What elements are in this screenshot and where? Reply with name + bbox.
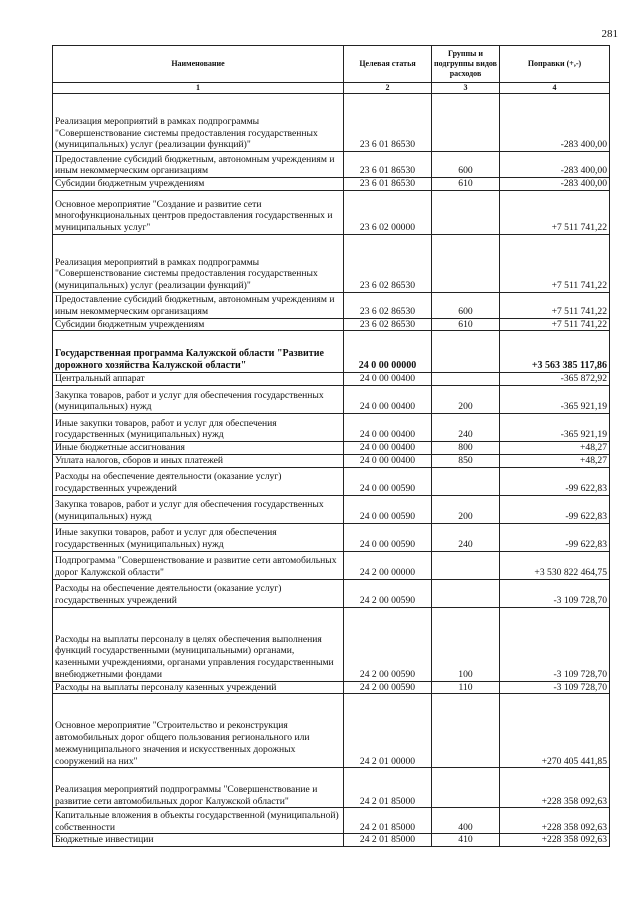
row-amendment: -283 400,00 [500,152,610,178]
row-target-article: 24 2 00 00590 [344,607,432,681]
row-expense-group [432,94,500,152]
row-amendment: -3 109 728,70 [500,607,610,681]
row-amendment: -3 109 728,70 [500,681,610,694]
row-amendment: -99 622,83 [500,523,610,551]
row-target-article: 24 2 01 85000 [344,808,432,834]
row-expense-group: 110 [432,681,500,694]
row-amendment: -365 921,19 [500,386,610,414]
row-expense-group [432,467,500,495]
row-expense-group [432,579,500,607]
header-expense-groups: Группы и подгруппы видов расходов [432,46,500,83]
row-amendment: +3 563 385 117,86 [500,331,610,373]
column-number: 3 [432,83,500,94]
table-row [53,694,610,768]
page-number: 281 [601,28,618,40]
row-expense-group: 850 [432,454,500,467]
row-amendment: +7 511 741,22 [500,318,610,331]
row-name: Расходы на обеспечение деятельности (оказание услуг) государственных учреждений [53,467,344,495]
row-target-article: 24 0 00 00400 [344,414,432,442]
row-name: Реализация мероприятий подпрограммы "Совершенствование и развитие сети автомобильных дорог Калужской области" [53,768,344,808]
row-target-article: 24 2 00 00000 [344,551,432,579]
row-target-article: 24 0 00 00400 [344,442,432,455]
row-name: Центральный аппарат [53,373,344,386]
row-target-article: 23 6 01 86530 [344,94,432,152]
table-row [53,442,610,455]
row-expense-group: 200 [432,386,500,414]
table-row [53,292,610,318]
row-amendment: -365 872,92 [500,373,610,386]
table-row [53,768,610,808]
header-name: Наименование [53,46,344,83]
table-row [53,414,610,442]
table-row [53,386,610,414]
table-row [53,551,610,579]
row-name: Закупка товаров, работ и услуг для обеспечения государственных (муниципальных) нужд [53,495,344,523]
row-name: Предоставление субсидий бюджетным, автономным учреждениям и иным некоммерческим организациям [53,292,344,318]
table-row [53,834,610,847]
row-target-article: 24 2 01 85000 [344,768,432,808]
row-expense-group: 200 [432,495,500,523]
row-amendment: -99 622,83 [500,467,610,495]
row-expense-group [432,373,500,386]
table-body [53,94,610,847]
row-name: Субсидии бюджетным учреждениям [53,318,344,331]
row-name: Субсидии бюджетным учреждениям [53,178,344,191]
row-name: Основное мероприятие "Создание и развитие сети многофункциональных центров предоставления государственных и муниципальных услуг" [53,190,344,234]
row-expense-group: 240 [432,523,500,551]
row-expense-group [432,234,500,292]
row-expense-group [432,331,500,373]
row-target-article: 23 6 02 00000 [344,190,432,234]
row-name: Расходы на обеспечение деятельности (оказание услуг) государственных учреждений [53,579,344,607]
row-expense-group: 410 [432,834,500,847]
row-expense-group [432,694,500,768]
row-name: Иные бюджетные ассигнования [53,442,344,455]
row-target-article: 24 2 00 00590 [344,579,432,607]
row-amendment: +270 405 441,85 [500,694,610,768]
row-target-article: 23 6 01 86530 [344,152,432,178]
row-target-article: 23 6 02 86530 [344,234,432,292]
row-target-article: 23 6 02 86530 [344,292,432,318]
table-row [53,808,610,834]
row-expense-group: 100 [432,607,500,681]
row-amendment: +48,27 [500,454,610,467]
row-amendment: -99 622,83 [500,495,610,523]
row-expense-group: 600 [432,292,500,318]
table-row [53,152,610,178]
row-name: Основное мероприятие "Строительство и реконструкция автомобильных дорог общего пользования регионального или межмуниципального значения и искусственных дорожных сооружений на них" [53,694,344,768]
row-name: Предоставление субсидий бюджетным, автономным учреждениям и иным некоммерческим организациям [53,152,344,178]
row-expense-group: 800 [432,442,500,455]
row-expense-group: 610 [432,318,500,331]
row-name: Иные закупки товаров, работ и услуг для обеспечения государственных (муниципальных) нужд [53,523,344,551]
row-amendment: +228 358 092,63 [500,834,610,847]
row-expense-group [432,551,500,579]
row-amendment: +48,27 [500,442,610,455]
row-target-article: 24 0 00 00400 [344,373,432,386]
header-target-article: Целевая статья [344,46,432,83]
row-amendment: -283 400,00 [500,178,610,191]
column-number: 4 [500,83,610,94]
row-target-article: 24 0 00 00000 [344,331,432,373]
row-amendment: +7 511 741,22 [500,190,610,234]
row-amendment: +3 530 822 464,75 [500,551,610,579]
row-target-article: 23 6 02 86530 [344,318,432,331]
table-row [53,331,610,373]
row-name: Расходы на выплаты персоналу казенных учреждений [53,681,344,694]
row-amendment: -3 109 728,70 [500,579,610,607]
row-amendment: +7 511 741,22 [500,292,610,318]
row-target-article: 23 6 01 86530 [344,178,432,191]
row-expense-group: 240 [432,414,500,442]
table-row [53,234,610,292]
table-row [53,94,610,152]
row-name: Расходы на выплаты персоналу в целях обеспечения выполнения функций государственными (муниципальными) органами, казенными учреждениями, органами управления государственными внебюджетными фондами [53,607,344,681]
row-amendment: -365 921,19 [500,414,610,442]
row-target-article: 24 2 01 00000 [344,694,432,768]
column-number-row [53,83,610,94]
table-row [53,190,610,234]
row-name: Реализация мероприятий в рамках подпрограммы "Совершенствование системы предоставления государственных (муниципальных) услуг (реализации функций)" [53,94,344,152]
table-row [53,318,610,331]
row-name: Уплата налогов, сборов и иных платежей [53,454,344,467]
table-row [53,681,610,694]
row-target-article: 24 0 00 00590 [344,495,432,523]
row-amendment: -283 400,00 [500,94,610,152]
row-expense-group: 610 [432,178,500,191]
table-row [53,178,610,191]
row-target-article: 24 0 00 00400 [344,454,432,467]
table-row [53,579,610,607]
column-number: 1 [53,83,344,94]
row-name: Подпрограмма "Совершенствование и развитие сети автомобильных дорог Калужской области" [53,551,344,579]
table-row [53,523,610,551]
row-expense-group [432,190,500,234]
row-name: Капитальные вложения в объекты государственной (муниципальной) собственности [53,808,344,834]
row-amendment: +7 511 741,22 [500,234,610,292]
row-amendment: +228 358 092,63 [500,808,610,834]
header-amendments: Поправки (+,-) [500,46,610,83]
table-row [53,373,610,386]
row-name: Бюджетные инвестиции [53,834,344,847]
column-number: 2 [344,83,432,94]
row-target-article: 24 2 00 00590 [344,681,432,694]
table-header-row [53,46,610,83]
row-name: Реализация мероприятий в рамках подпрограммы "Совершенствование системы предоставления государственных (муниципальных) услуг (реализации функций)" [53,234,344,292]
row-expense-group: 400 [432,808,500,834]
table-row [53,467,610,495]
row-name: Государственная программа Калужской области "Развитие дорожного хозяйства Калужской области" [53,331,344,373]
row-target-article: 24 2 01 85000 [344,834,432,847]
row-target-article: 24 0 00 00590 [344,523,432,551]
table-row [53,607,610,681]
row-name: Иные закупки товаров, работ и услуг для обеспечения государственных (муниципальных) нужд [53,414,344,442]
row-target-article: 24 0 00 00590 [344,467,432,495]
row-expense-group: 600 [432,152,500,178]
row-amendment: +228 358 092,63 [500,768,610,808]
budget-amendments-table [52,45,610,847]
table-row [53,495,610,523]
row-target-article: 24 0 00 00400 [344,386,432,414]
row-expense-group [432,768,500,808]
row-name: Закупка товаров, работ и услуг для обеспечения государственных (муниципальных) нужд [53,386,344,414]
table-row [53,454,610,467]
